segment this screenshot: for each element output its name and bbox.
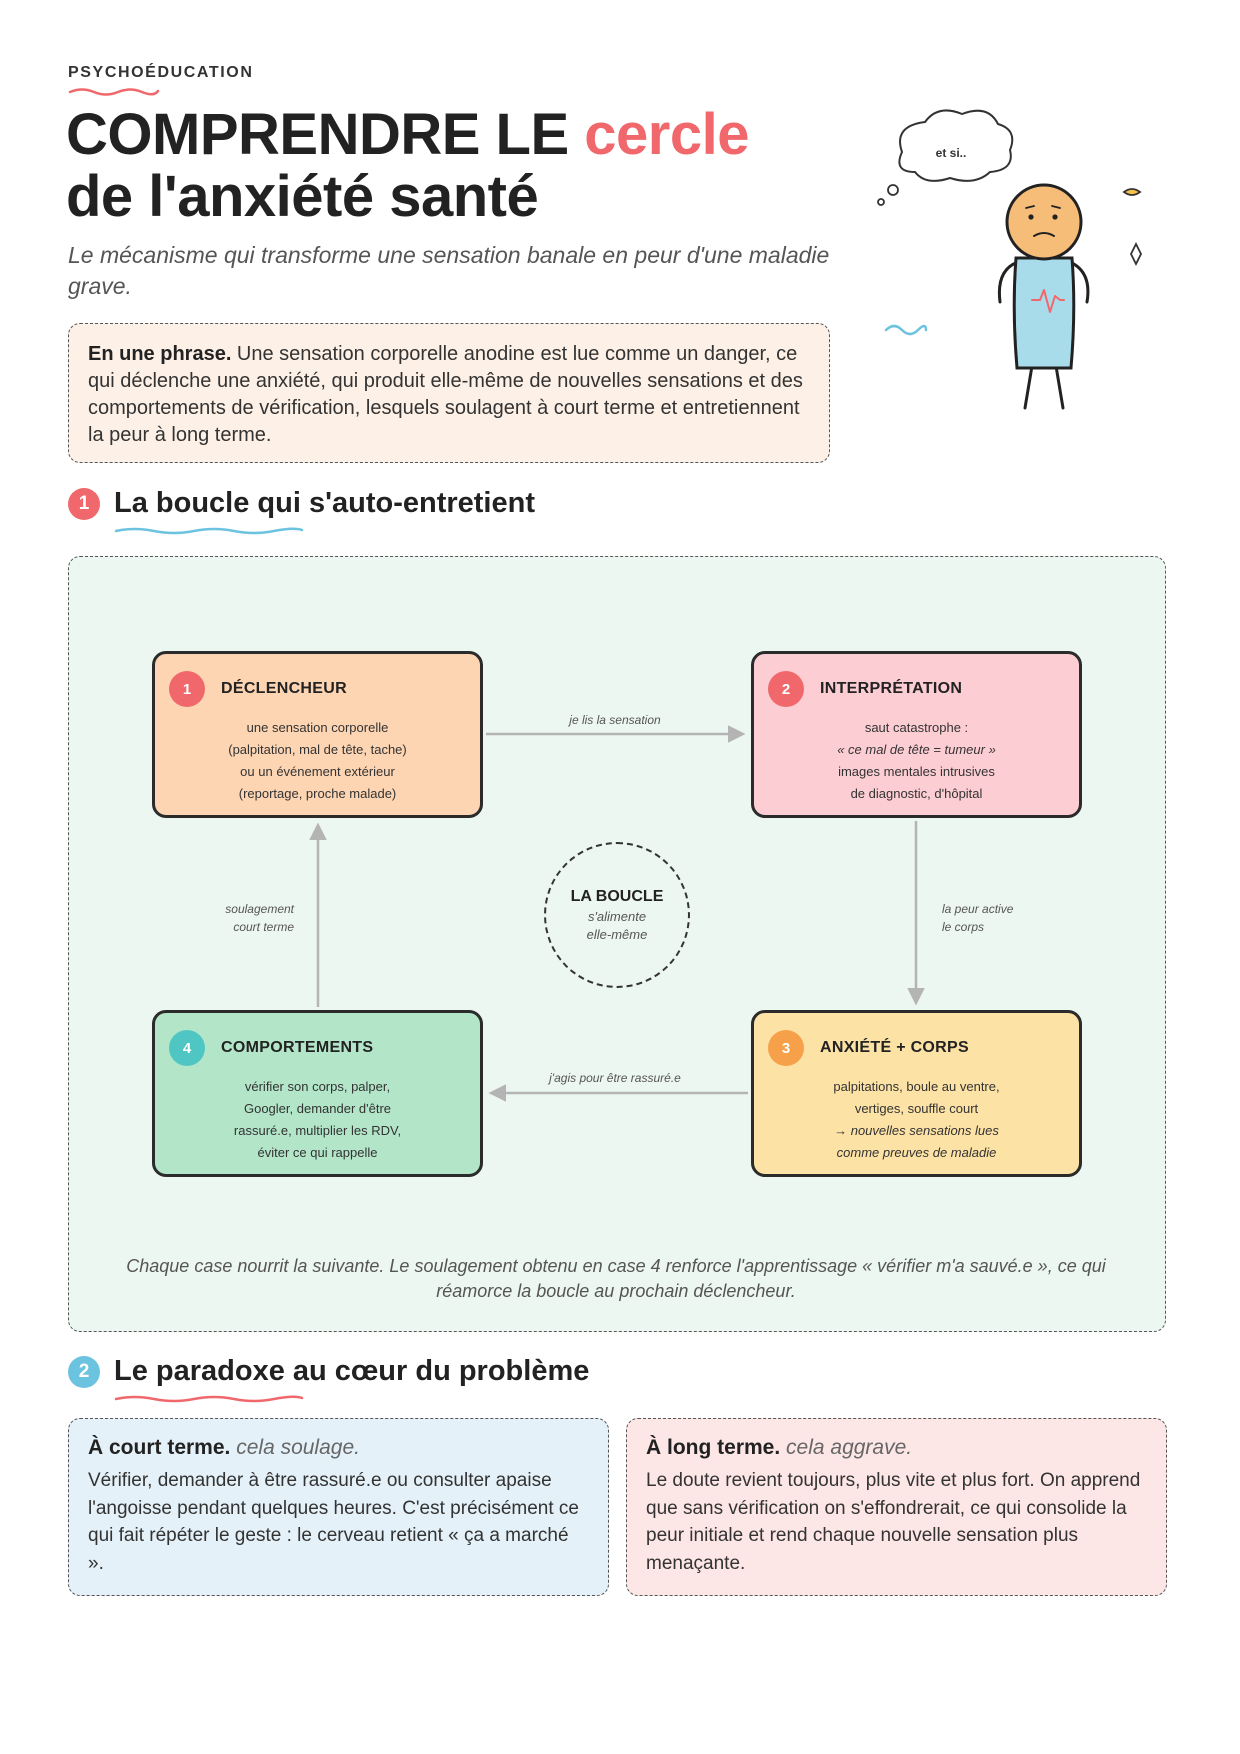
node-4-line: vérifier son corps, palper,: [244, 1079, 391, 1094]
node-2-line: images mentales intrusives: [838, 764, 995, 779]
node-4-line: rassuré.e, multiplier les RDV,: [233, 1123, 402, 1138]
edge-label-4-1-line2: court terme: [233, 920, 294, 934]
node-1-line: (reportage, proche malade): [238, 786, 397, 801]
node-2-line: « ce mal de tête = tumeur »: [837, 742, 996, 757]
node-2-body: [764, 717, 1069, 805]
node-4-line: Googler, demander d'être: [243, 1101, 392, 1116]
card-short-term-subtitle: cela soulage.: [236, 1436, 360, 1459]
node-2-line: de diagnostic, d'hôpital: [850, 786, 983, 801]
node-2-title: INTERPRÉTATION: [820, 680, 963, 697]
edge-label-4-1: [194, 900, 294, 936]
node-4-title: COMPORTEMENTS: [221, 1039, 374, 1056]
eyebrow-label: PSYCHOÉDUCATION: [68, 64, 254, 81]
section-2-header: [68, 1355, 589, 1388]
node-4-number: 4: [169, 1030, 205, 1066]
loop-title: LA BOUCLE: [570, 888, 664, 905]
section-2-number: 2: [68, 1356, 100, 1388]
section-2-title: Le paradoxe au cœur du problème: [114, 1355, 590, 1387]
card-short-term: [68, 1418, 609, 1596]
section-1-number: 1: [68, 488, 100, 520]
summary-lead: En une phrase.: [88, 343, 232, 365]
node-4-line: éviter ce qui rappelle: [257, 1145, 378, 1160]
node-3-body: [764, 1076, 1069, 1164]
node-3-number: 3: [768, 1030, 804, 1066]
node-comportements: [152, 1010, 483, 1177]
edge-label-2-3: [942, 900, 1013, 936]
node-3-title: ANXIÉTÉ + CORPS: [820, 1039, 969, 1056]
node-interpretation: [751, 651, 1082, 818]
card-short-term-heading: [88, 1436, 589, 1460]
node-1-title: DÉCLENCHEUR: [221, 680, 347, 697]
edge-label-2-3-line2: le corps: [942, 920, 985, 934]
node-4-body: [165, 1076, 470, 1164]
loop-subtitle-line2: elle-même: [586, 927, 648, 942]
node-1-line: une sensation corporelle: [246, 720, 389, 735]
thought-bubble-text: et si..: [935, 146, 967, 160]
node-2-line: saut catastrophe :: [864, 720, 969, 735]
title-prefix: COMPRENDRE LE: [66, 102, 585, 167]
card-long-term: [626, 1418, 1167, 1596]
summary-text: Une sensation corporelle anodine est lue comme un danger, ce qui déclenche une anxiété, qui produit elle-même de nouvelles sensations et des comportements de vérification, lesquels soulagent à court terme et entretiennent la peur à long terme.: [88, 343, 803, 446]
card-long-term-heading: [646, 1436, 1147, 1460]
edge-label-3-4: j'agis pour être rassuré.e: [549, 1071, 681, 1085]
loop-center-badge: [544, 842, 690, 988]
card-long-term-title: À long terme.: [646, 1436, 781, 1459]
loop-subtitle-line1: s'alimente: [587, 909, 647, 924]
node-1-line: (palpitation, mal de tête, tache): [228, 742, 407, 757]
card-long-term-subtitle: cela aggrave.: [786, 1436, 913, 1459]
node-1-number: 1: [169, 671, 205, 707]
title-accent: cercle: [584, 102, 749, 167]
card-short-term-body: Vérifier, demander à être rassuré.e ou consulter apaise l'angoisse pendant quelques heures. C'est précisément ce qui fait répéter le geste : le cerveau retient « ça a marché ».: [88, 1470, 580, 1574]
card-short-term-title: À court terme.: [88, 1436, 231, 1459]
node-1-line: ou un événement extérieur: [240, 764, 395, 779]
node-3-line: palpitations, boule au ventre,: [833, 1079, 1000, 1094]
node-1-body: [165, 717, 470, 805]
edge-label-1-2: je lis la sensation: [569, 713, 661, 727]
node-declencheur: [152, 651, 483, 818]
node-2-number: 2: [768, 671, 804, 707]
node-3-line: → nouvelles sensations lues: [834, 1123, 999, 1138]
node-3-line: vertiges, souffle court: [854, 1101, 979, 1116]
section-2-underline: [114, 1394, 304, 1404]
section-1-title: La boucle qui s'auto-entretient: [114, 487, 535, 519]
title-line2: de l'anxiété santé: [66, 164, 539, 229]
node-3-line: comme preuves de maladie: [836, 1145, 997, 1160]
page-subtitle: Le mécanisme qui transforme une sensation banale en peur d'une maladie grave.: [68, 242, 830, 299]
card-long-term-body: Le doute revient toujours, plus vite et plus fort. On apprend que sans vérification on s'effondrerait, ce qui consolide la peur initiale et rend chaque nouvelle sensation plus menaçante.: [646, 1470, 1141, 1574]
diagram-caption: Chaque case nourrit la suivante. Le soulagement obtenu en case 4 renforce l'apprentissage « vérifier m'a sauvé.e », ce qui réamorce la boucle au prochain déclencheur.: [126, 1256, 1106, 1301]
node-anxiete-corps: [751, 1010, 1082, 1177]
edge-label-2-3-line1: la peur active: [942, 902, 1014, 916]
edge-label-4-1-line1: soulagement: [225, 902, 294, 916]
